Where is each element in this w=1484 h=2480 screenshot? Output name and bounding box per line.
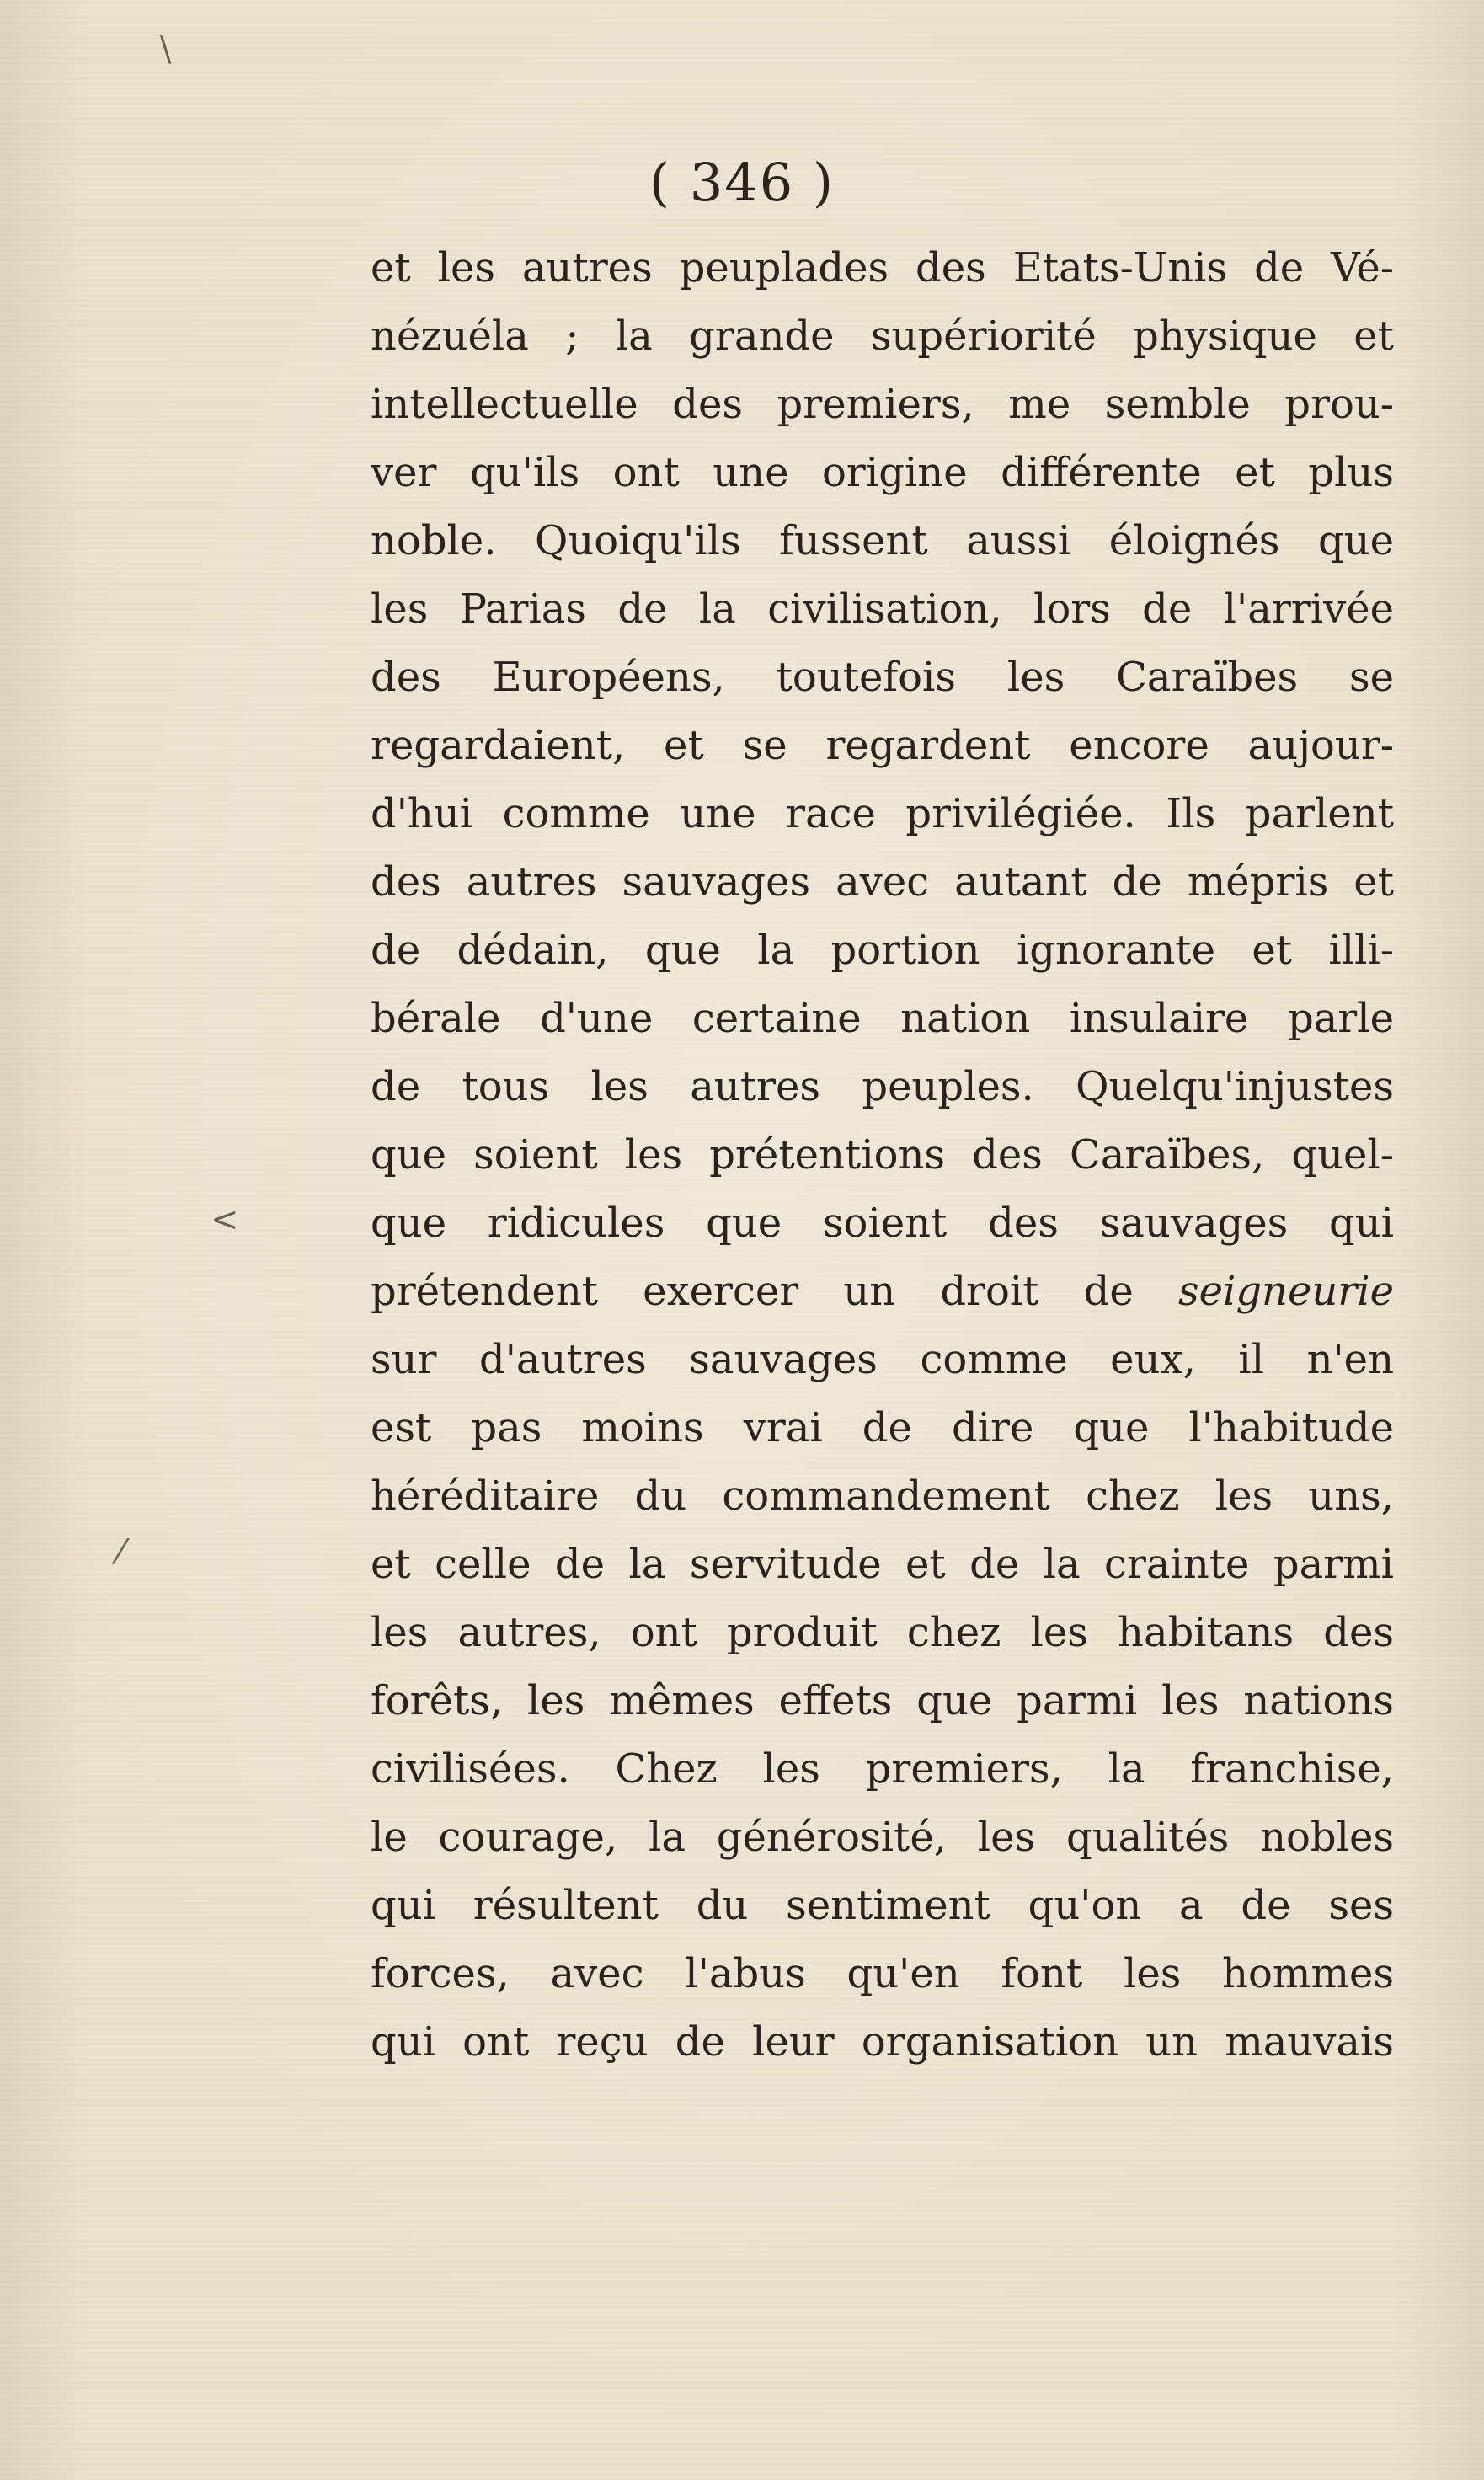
text-line: qui résultent du sentiment qu'on a de ses — [371, 1882, 1394, 1929]
text-line: noble. Quoiqu'ils fussent aussi éloignés que — [371, 517, 1394, 564]
body-text — [371, 234, 1394, 2076]
text-line: bérale d'une certaine nation insulaire parle — [371, 995, 1394, 1042]
margin-mark: < — [211, 1200, 239, 1239]
text-line: nézuéla ; la grande supériorité physique et — [371, 313, 1394, 360]
text-line: regardaient, et se regardent encore aujour- — [371, 722, 1394, 769]
text-line-with-italic — [371, 1258, 1394, 1326]
text-line: ver qu'ils ont une origine différente et plus — [371, 449, 1394, 496]
text-line: et les autres peuplades des Etats-Unis de Vé- — [371, 244, 1394, 291]
text-line: intellectuelle des premiers, me semble prou- — [371, 381, 1394, 428]
text-line: le courage, la générosité, les qualités nobles — [371, 1814, 1394, 1861]
text-line: héréditaire du commandement chez les uns, — [371, 1472, 1394, 1520]
text-segment: prétendent exercer un droit de — [371, 1268, 1134, 1315]
text-line: les Parias de la civilisation, lors de l'arrivée — [371, 585, 1394, 633]
text-line: et celle de la servitude et de la crainte parmi — [371, 1541, 1394, 1588]
text-line: est pas moins vrai de dire que l'habitude — [371, 1404, 1394, 1451]
margin-mark: ⁄ — [118, 1533, 124, 1572]
text-line: des Européens, toutefois les Caraïbes se — [371, 654, 1394, 701]
text-line: que ridicules que soient des sauvages qui — [371, 1200, 1394, 1247]
italic-word: seigneurie — [1177, 1268, 1394, 1315]
text-line: forces, avec l'abus qu'en font les hommes — [371, 1950, 1394, 1997]
text-line: qui ont reçu de leur organisation un mauvais — [371, 2018, 1394, 2066]
text-line: de tous les autres peuples. Quelqu'injustes — [371, 1063, 1394, 1110]
text-line: sur d'autres sauvages comme eux, il n'en — [371, 1336, 1394, 1383]
text-line: civilisées. Chez les premiers, la franchise, — [371, 1745, 1394, 1793]
margin-mark: \ — [160, 30, 172, 69]
text-line: de dédain, que la portion ignorante et illi- — [371, 927, 1394, 974]
text-line: d'hui comme une race privilégiée. Ils parlent — [371, 790, 1394, 837]
page-number: ( 346 ) — [649, 152, 835, 213]
text-line: des autres sauvages avec autant de mépris et — [371, 858, 1394, 906]
text-line: les autres, ont produit chez les habitans des — [371, 1609, 1394, 1656]
text-line: que soient les prétentions des Caraïbes, quel- — [371, 1131, 1394, 1179]
text-line: forêts, les mêmes effets que parmi les nations — [371, 1677, 1394, 1724]
